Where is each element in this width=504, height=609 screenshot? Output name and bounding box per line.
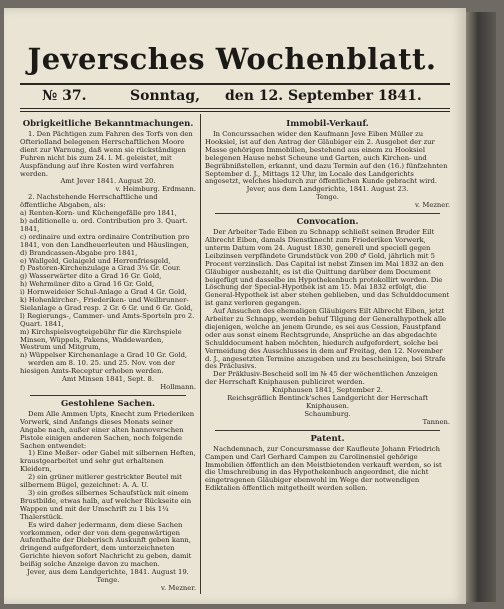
paragraph: 2. Nachstehende Herrschaftliche und öffentliche Abgaben, als: bbox=[20, 193, 158, 210]
paragraph: In Concurssachen wider den Kaufmann Jeve Eiben Müller zu Hooksiel, ist auf den Antrag der Gläubiger ein 2. Ausgebot der zur Masse gehörigen Immobilien, bestehend aus einem zu Hooksiel belegenen Hause nebst Scheune und Garten, auch Kirchen- und Begräbnißstellen, erkannt, und dazu Termin auf den (16.) fünfzehnten September d. J., Mittags 12 Uhr, im Locale des Landgerichts angesetzt, welches hiedurch zur öffentlichen Kunde gebracht wird. bbox=[205, 130, 448, 186]
issue-number: № 37. bbox=[42, 88, 87, 104]
signature-names: Schaumburg. bbox=[304, 409, 351, 418]
list-item: 2) ein grüner mitlerer gestrickter Beutel mit silbernem Bügel, gezeichnet: A. A. U. bbox=[20, 473, 182, 490]
issue-day: Sonntag, bbox=[130, 88, 201, 104]
list-item: 1) Eine Meßer- oder Gabel mit silbernen Heften, kraustgearbeitet und sehr gut erhaltenen Kleidern, bbox=[20, 449, 196, 474]
signature-names: Tenge. bbox=[96, 575, 120, 584]
section-heading: Obrigkeitliche Bekanntmachungen. bbox=[22, 119, 194, 129]
list-item: i) Hornweideier Schul-Anlage a Grad 4 Gr. Gold, bbox=[20, 288, 187, 297]
signature-line: Jever, aus dem Landgerichte, 1841. August 19. bbox=[27, 568, 189, 577]
title-rule bbox=[20, 83, 450, 85]
list-item: werden am 8. 10. 25. und 25. Nov. von der hiesigen Amts-Receptur erhoben werden. bbox=[20, 359, 175, 376]
issue-line bbox=[20, 86, 450, 106]
list-item: b) additionelle u. ord. Contribution pro 3. Quart. 1841, bbox=[20, 216, 188, 233]
signature-line: Amt Minsen 1841, Sept. 8. bbox=[62, 375, 154, 384]
list-item: 3) ein großes silbernes Schaufstück mit einem Brustbilde, etwas halb, auf welcher Rückseite ein Wappen und mit der Umschrift zu 1 bis 1¼ Thalerstück. bbox=[20, 488, 192, 521]
paragraph: Auf Ansuchen des ehemaligen Gläubigers Eilt Albrecht Eiben, jetzt Arbeiter zu Schnapp, werden behuf Tilgung der Generalhypothek alle diejenigen, welche an jenem Grunde, es sei aus Cession, Faustpfand oder aus sonst einem Rechtsgrunde, Ansprüche an das abgedachte Schulddocument haben möchten, hiedurch aufgefordert, solche bei Vermeidung des Ausschlusses in dem auf Freitag, den 12. November d. J., angesetzten Termine anzugeben und zu bescheinigen, bei Strafe des Präclusivs. bbox=[205, 307, 447, 371]
list-item: d) Brandcassen-Abgabe pro 1841, bbox=[20, 248, 138, 257]
signature-names: Tenge. bbox=[316, 193, 339, 202]
issue-rule-top bbox=[20, 108, 450, 109]
list-item: h) Wehrmüner dito a Grad 16 Gr. Gold, bbox=[20, 280, 155, 289]
paragraph: Dem Alle Ammen Upts, Knecht zum Friederiken Vorwerk, sind Anfangs dieses Monats seiner Angabe nach, außer einer alten hannoverschen Pistole einigen anderen Sachen, noch folgende Sachen entwendet: bbox=[20, 409, 195, 450]
signature-names: Hollmann. bbox=[160, 383, 196, 391]
signature-names: v. Heimburg. Erdmann. bbox=[115, 185, 196, 194]
section-divider bbox=[30, 395, 186, 396]
signature-line: Reichsgräflich Bentinck'sches Landgericht der Herrschaft Kniphausen. bbox=[227, 394, 428, 410]
paragraph: Der Arbeiter Tade Eiben zu Schnapp schließt seinen Bruder Eilt Albrecht Eiben, damals Dienstknecht zum Friederiken Vorwerk, unterm Datum vom 24. August 1830, generell und speciell gegen Leibzinsen verpfändete Grundstück von 200 ♂ Gold, jährlich mit 5 Procent verzinslich. Das Capital ist nebst Zinsen im Mai 1832 an den Gläubiger ausbezahlt, es ist die Quittung darüber dem Document beigefügt und dasselbe im Hypothekenbuch protokollirt worden. Die Löschung der Special-Hypothek ist am 15. Mai 1832 erfolgt, die General-Hypothek ist aber stehen geblieben, und das Schulddocument ist ganz verloren gegangen. bbox=[205, 228, 450, 308]
list-item: f) Pastoren-Kirchenzulage a Grad 3¼ Gr. Cour. bbox=[20, 264, 181, 273]
signature-names: Tannen. bbox=[422, 417, 450, 426]
signature-line: Jever, aus dem Landgerichte, 1841. August 23. bbox=[246, 185, 409, 194]
issue-rule-bottom bbox=[20, 111, 450, 112]
signature-line: Kniphausen 1841, September 2. bbox=[272, 386, 383, 395]
list-item: m) Kirchspielsvogteigebühr für die Kirchspiele Minsen, Wüppels, Pakens, Waddewarden, Westrum und Mitgrum, bbox=[20, 327, 182, 352]
section-divider bbox=[215, 430, 440, 431]
list-item: a) Renten-Korn- und Küchengefälle pro 1841, bbox=[20, 209, 177, 218]
section-heading: Convocation. bbox=[296, 217, 359, 228]
section-heading: Patent. bbox=[310, 433, 345, 444]
signature-line: Amt Jever 1841. August 20. bbox=[60, 177, 156, 186]
left-column bbox=[20, 116, 196, 596]
section-heading: Immobil-Verkauf. bbox=[286, 119, 369, 129]
section-divider bbox=[215, 213, 440, 214]
newspaper-title: Jeversches Wochenblatt. bbox=[27, 42, 437, 76]
column-divider bbox=[200, 114, 201, 594]
signature-names: v. Mezner. bbox=[415, 201, 450, 210]
signature-names: v. Mezner. bbox=[161, 583, 196, 592]
section-heading: Gestohlene Sachen. bbox=[61, 398, 155, 409]
list-item: k) Hohenkircher-, Friederiken- und Weilbrunner-Sielanlage a Grad resp. 2 Gr. 6 Gr. und 6 Gr. Gold, bbox=[20, 296, 193, 312]
paragraph: Der Präklusiv-Bescheid soll im № 45 der wöchentlichen Anzeigen der Herrschaft Kniphausen publiciret werden. bbox=[205, 370, 438, 387]
issue-date: den 12. September 1841. bbox=[225, 88, 422, 104]
list-item: l) Regierungs-, Cammer- und Amts-Sporteln pro 2. Quart. 1841, bbox=[20, 311, 195, 328]
list-item: e) Wallgeld, Gelaigeld und Herrenfriesgeld, bbox=[20, 256, 171, 265]
book-edge bbox=[466, 12, 496, 602]
list-item: n) Wüppelser Kirchenanlage a Grad 10 Gr. Gold, bbox=[20, 351, 188, 360]
right-column bbox=[205, 116, 450, 596]
list-item: c) ordinaire und extra ordinaire Contribution pro 1841, von den Landheuerleuten und Häuslingen, bbox=[20, 232, 190, 249]
list-item: g) Wasserwärter dito a Grad 16 Gr. Gold, bbox=[20, 272, 162, 281]
paragraph: Nachdemnach, zur Concursmasse der Kaufleute Johann Friedrich Campen und Carl Gerhard Campen zu Carolinensiel gehörige Immobilien öffentlich an den Meistbietenden verkauft werden, so ist die Umschreibung in das Hypothekenbuch angeordnet, die nicht eingetragenen Gläubiger ebenwohl im Wege der notwendigen Ediktalien öffentlich mitgetheilt werden sollen. bbox=[205, 444, 442, 493]
paragraph: 1. Den Pächtigen zum Fahren des Torfs von den Ofteriolland belegenen Herrschaftlichen Moore dient zur Warnung, daß wenn sie rückständigen Fuhren nicht bis zum 24. l. M. geleistet, mit Auspfändung auf ihre Kosten wird verfahren werden. bbox=[20, 130, 193, 178]
paragraph: Es wird daher jedermann, dem diese Sachen vorkommen, oder der von dem gegenwärtigen Aufenthalte der Dieberisch Auskunft geben kann, dringend aufgefordert, dem unterzeichneten Gerichte hievon sofort Nachricht zu geben, damit beißig solche Anzeige davon zu machen. bbox=[20, 520, 192, 569]
